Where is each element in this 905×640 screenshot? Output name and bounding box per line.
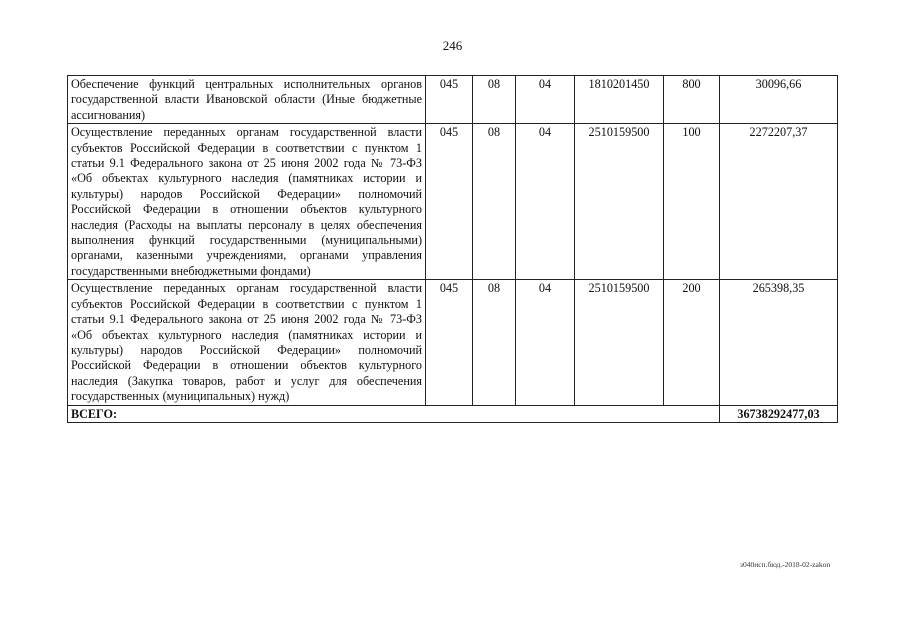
subsection-code: 04 [516,76,575,124]
amount: 30096,66 [720,76,838,124]
page-number: 246 [442,38,463,53]
section-code: 08 [473,76,516,124]
total-amount: 36738292477,03 [720,405,838,422]
target-article-code: 2510159500 [575,124,664,280]
target-article-code: 2510159500 [575,280,664,405]
expense-type-code: 200 [664,280,720,405]
budget-table [67,75,838,423]
document-code: з040исп.бюд.-2018-02-zakon [740,560,831,569]
expense-type-code: 800 [664,76,720,124]
expense-type-code: 100 [664,124,720,280]
section-code: 08 [473,124,516,280]
total-label: ВСЕГО: [68,405,720,422]
section-code: 08 [473,280,516,405]
row-description: Обеспечение функций центральных исполнительных органов государственной власти Ивановской области (Иные бюджетные ассигнования) [68,76,426,124]
subsection-code: 04 [516,280,575,405]
amount: 2272207,37 [720,124,838,280]
ministry-code: 045 [426,124,473,280]
ministry-code: 045 [426,76,473,124]
table-row [68,124,838,280]
ministry-code: 045 [426,280,473,405]
target-article-code: 1810201450 [575,76,664,124]
table-row [68,76,838,124]
row-description: Осуществление переданных органам государственной власти субъектов Российской Федерации в соответствии с пунктом 1 статьи 9.1 Федерального закона от 25 июня 2002 года № 73-ФЗ «Об объектах культурного наследия (памятниках истории и культуры) народов Российской Федерации» полномочий Российской Федерации в отношении объектов культурного наследия (Закупка товаров, работ и услуг для обеспечения государственных (муниципальных) нужд) [68,280,426,405]
table-row [68,280,838,405]
row-description: Осуществление переданных органам государственной власти субъектов Российской Федерации в соответствии с пунктом 1 статьи 9.1 Федерального закона от 25 июня 2002 года № 73-ФЗ «Об объектах культурного наследия (памятниках истории и культуры) народов Российской Федерации» полномочий Российской Федерации в отношении объектов культурного наследия (Расходы на выплаты персоналу в целях обеспечения выполнения функций государственными (муниципальными) органами, казенными учреждениями, органами управления государственными внебюджетными фондами) [68,124,426,280]
amount: 265398,35 [720,280,838,405]
subsection-code: 04 [516,124,575,280]
total-row [68,405,838,422]
